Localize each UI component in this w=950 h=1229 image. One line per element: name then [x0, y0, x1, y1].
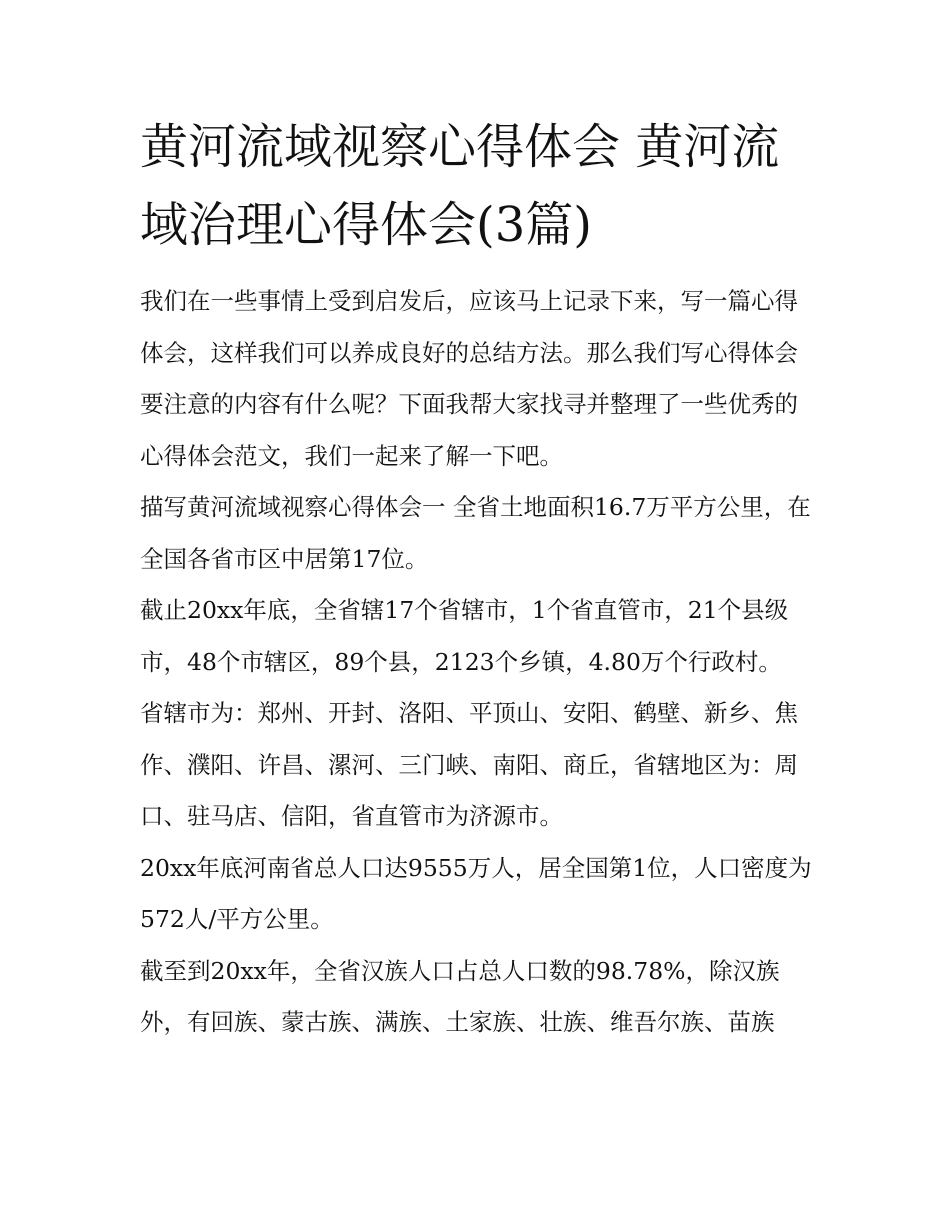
- ethnic-groups-paragraph: 截至到20xx年，全省汉族人口占总人口数的98.78%，除汉族外，有回族、蒙古族、满族、土家族、壮族、维吾尔族、苗族: [140, 956, 780, 1036]
- population-paragraph: 20xx年底河南省总人口达9555万人，居全国第1位，人口密度为572人/平方公里。: [140, 853, 812, 933]
- intro-paragraph: 我们在一些事情上受到启发后，应该马上记录下来，写一篇心得体会，这样我们可以养成良好的总结方法。那么我们写心得体会要注意的内容有什么呢？下面我帮大家找寻并整理了一些优秀的心得体会范文，我们一起来了解一下吧。: [140, 287, 798, 470]
- document-title: 黄河流域视察心得体会 黄河流域治理心得体会(3篇): [140, 119, 780, 253]
- land-area-paragraph: 描写黄河流域视察心得体会一 全省土地面积16.7万平方公里，在全国各省市区中居第17位。: [140, 493, 811, 573]
- document-body: [140, 108, 820, 1049]
- city-list-paragraph: 省辖市为：郑州、开封、洛阳、平顶山、安阳、鹤壁、新乡、焦作、濮阳、许昌、漯河、三门峡、南阳、商丘，省辖地区为：周口、驻马店、信阳，省直管市为济源市。: [140, 699, 798, 830]
- administrative-divisions-paragraph: 截止20xx年底，全省辖17个省辖市，1个省直管市，21个县级市，48个市辖区，89个县，2123个乡镇，4.80万个行政村。: [140, 596, 789, 676]
